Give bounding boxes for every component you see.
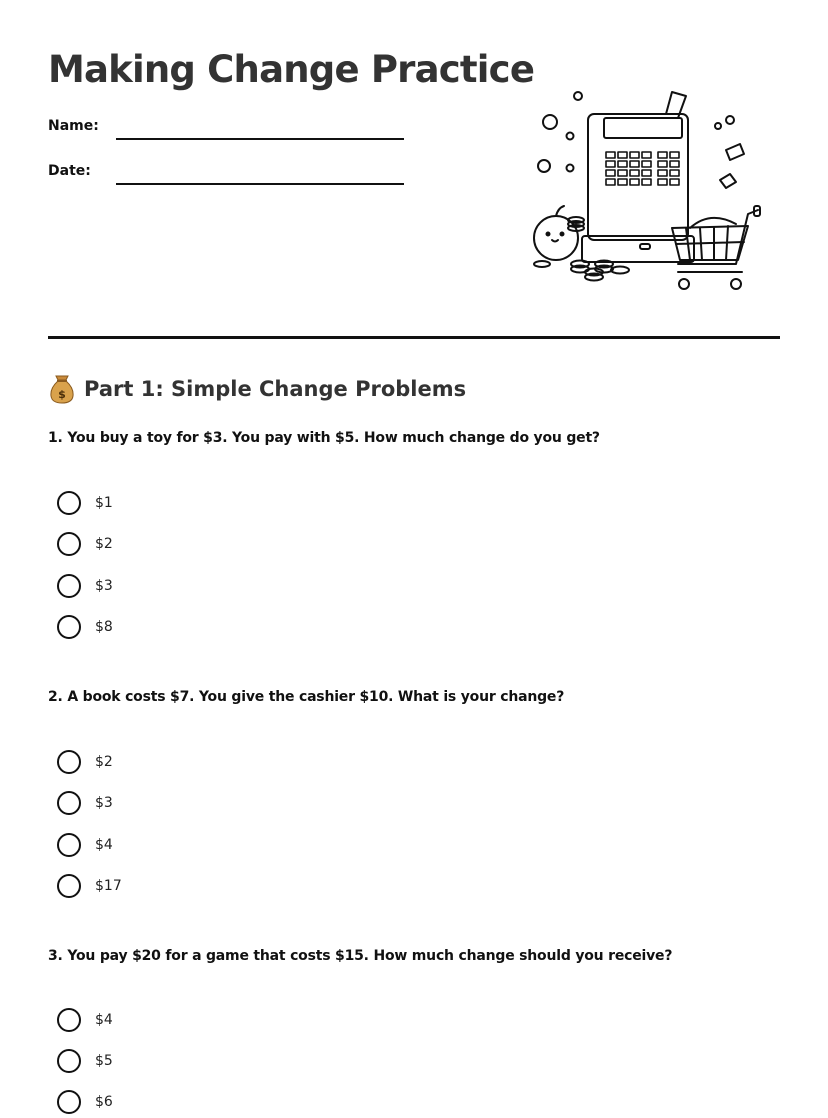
radio-button[interactable] <box>57 791 81 815</box>
q1-option-1[interactable] <box>57 490 113 516</box>
option-label: $4 <box>95 1012 113 1028</box>
radio-button[interactable] <box>57 532 81 556</box>
question-1: 1. You buy a toy for $3. You pay with $5. How much change do you get? <box>48 430 600 446</box>
option-label: $4 <box>95 837 113 853</box>
radio-button[interactable] <box>57 833 81 857</box>
money-bag-icon <box>48 374 76 404</box>
cash-register-illustration <box>530 88 766 298</box>
date-line[interactable] <box>116 183 404 185</box>
q2-option-3[interactable] <box>57 832 113 858</box>
q2-option-1[interactable] <box>57 749 113 775</box>
question-2: 2. A book costs $7. You give the cashier $10. What is your change? <box>48 689 565 705</box>
radio-button[interactable] <box>57 1049 81 1073</box>
q1-option-4[interactable] <box>57 614 113 640</box>
date-field[interactable] <box>48 163 408 185</box>
option-label: $8 <box>95 619 113 635</box>
q3-option-3[interactable] <box>57 1089 113 1115</box>
option-label: $3 <box>95 795 113 811</box>
option-label: $1 <box>95 495 113 511</box>
option-label: $2 <box>95 536 113 552</box>
radio-button[interactable] <box>57 574 81 598</box>
name-field[interactable] <box>48 118 408 140</box>
q3-option-2[interactable] <box>57 1048 113 1074</box>
q1-option-2[interactable] <box>57 531 113 557</box>
radio-button[interactable] <box>57 874 81 898</box>
q1-option-3[interactable] <box>57 573 113 599</box>
option-label: $2 <box>95 754 113 770</box>
option-label: $3 <box>95 578 113 594</box>
question-3: 3. You pay $20 for a game that costs $15. How much change should you receive? <box>48 948 673 964</box>
option-label: $5 <box>95 1053 113 1069</box>
option-label: $6 <box>95 1094 113 1110</box>
q2-option-2[interactable] <box>57 790 113 816</box>
radio-button[interactable] <box>57 1090 81 1114</box>
svg-text:$: $ <box>58 388 66 401</box>
section-heading <box>48 374 466 404</box>
q3-option-1[interactable] <box>57 1007 113 1033</box>
date-label: Date: <box>48 163 91 179</box>
radio-button[interactable] <box>57 750 81 774</box>
radio-button[interactable] <box>57 615 81 639</box>
page-title: Making Change Practice <box>48 48 535 91</box>
name-line[interactable] <box>116 138 404 140</box>
radio-button[interactable] <box>57 1008 81 1032</box>
section-divider <box>48 336 780 339</box>
option-label: $17 <box>95 878 122 894</box>
q2-option-4[interactable] <box>57 873 122 899</box>
name-label: Name: <box>48 118 99 134</box>
radio-button[interactable] <box>57 491 81 515</box>
section-title: Part 1: Simple Change Problems <box>84 377 467 401</box>
